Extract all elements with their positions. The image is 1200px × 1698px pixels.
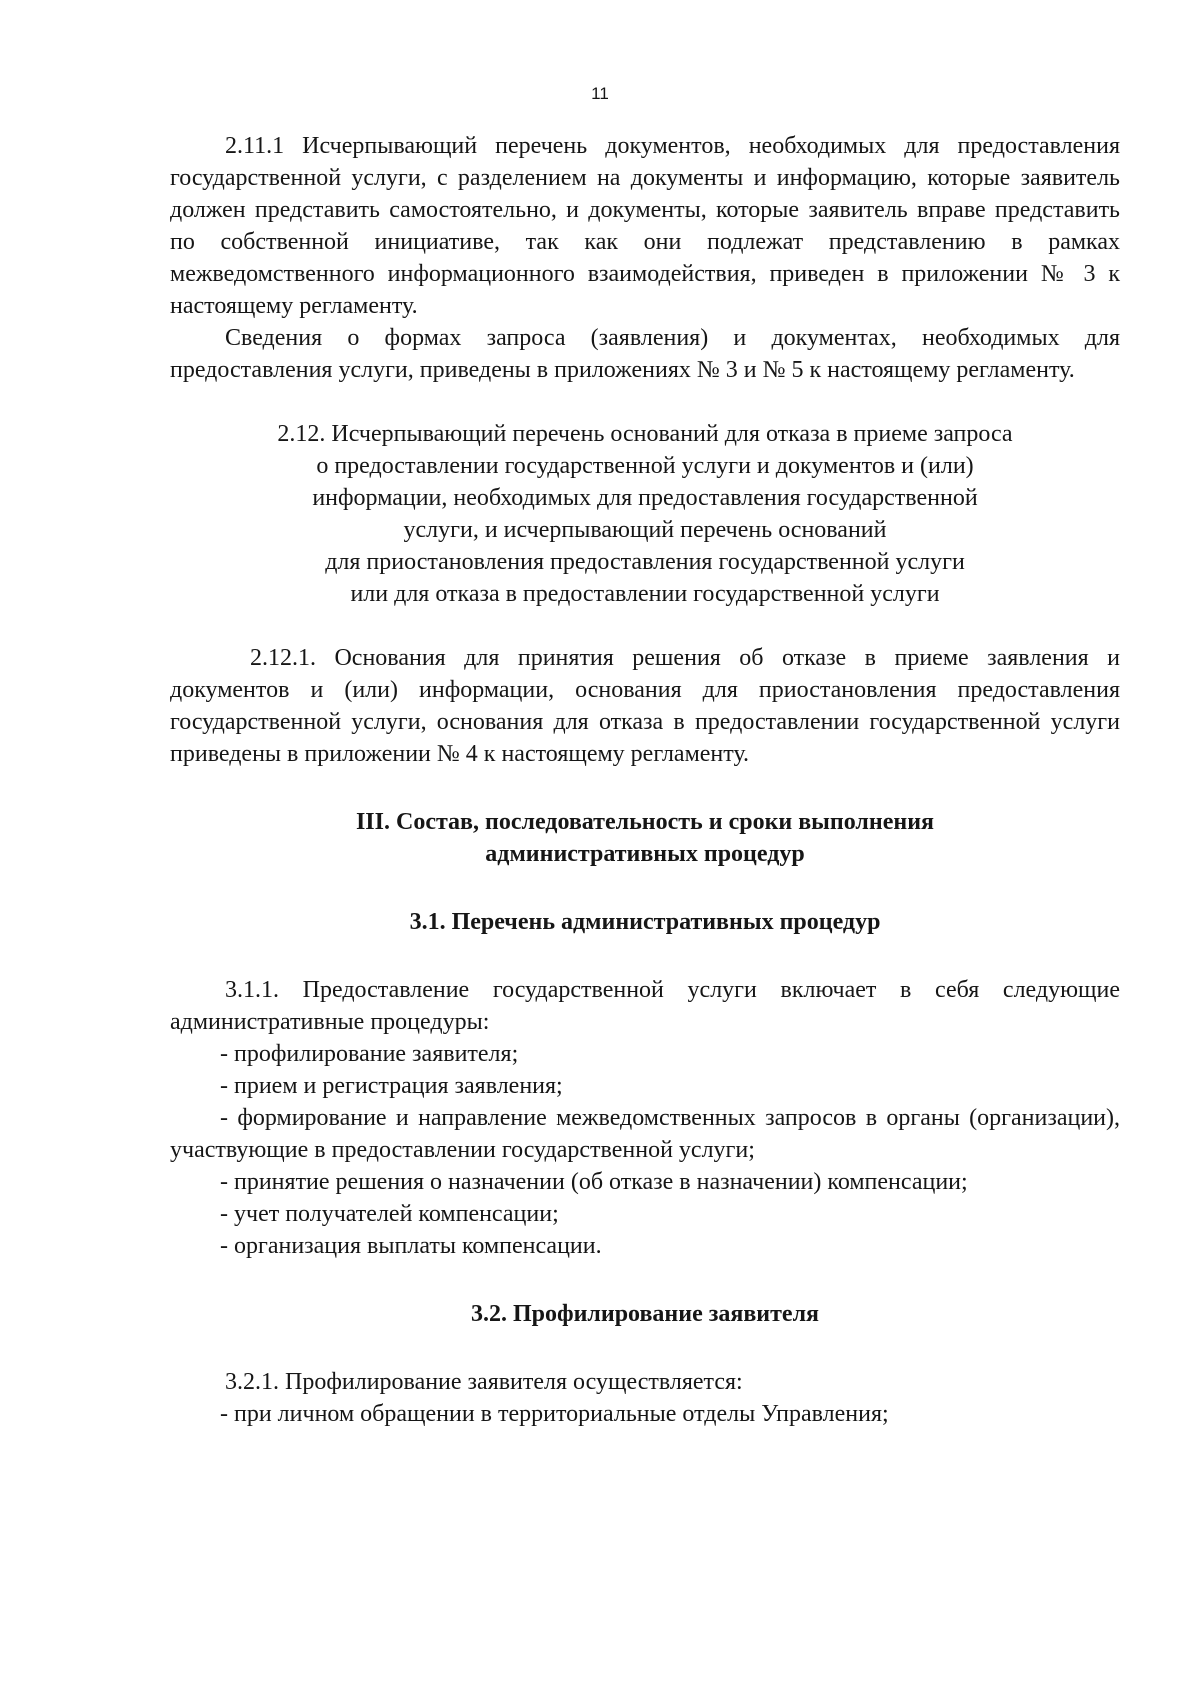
title-line: услуги, и исчерпывающий перечень оснований <box>403 517 887 543</box>
paragraph-3-2-1: 3.2.1. Профилирование заявителя осуществляется: <box>225 1369 743 1395</box>
page-number: 11 <box>591 84 609 103</box>
list-item: - прием и регистрация заявления; <box>220 1073 563 1099</box>
paragraph-3-1-1: 3.1.1. Предоставление государственной услуги включает в себя следующие административные процедуры: <box>170 977 1120 1035</box>
list-item: - организация выплаты компенсации. <box>220 1233 602 1259</box>
list-item: - профилирование заявителя; <box>220 1041 519 1067</box>
paragraph-forms-info: Сведения о формах запроса (заявления) и документах, необходимых для предоставления услуги, приведены в приложениях № 3 и № 5 к настоящему регламенту. <box>170 325 1120 383</box>
title-line: информации, необходимых для предоставления государственной <box>312 485 978 511</box>
title-line: 2.12. Исчерпывающий перечень оснований для отказа в приеме запроса <box>277 421 1013 447</box>
paragraph-2-12-1: 2.12.1. Основания для принятия решения об отказе в приеме заявления и документов и (или) информации, основания для приостановления предоставления государственной услуги, основания для отказа в предоставлении государственной услуги приведены в приложении № 4 к настоящему регламенту. <box>170 645 1120 767</box>
title-line: о предоставлении государственной услуги и документов и (или) <box>316 453 974 479</box>
list-item: - принятие решения о назначении (об отказе в назначении) компенсации; <box>220 1169 968 1195</box>
section-2-12-title <box>170 418 1120 610</box>
title-line: для приостановления предоставления государственной услуги <box>325 549 965 575</box>
list-item: - формирование и направление межведомственных запросов в органы (организации), участвующие в предоставлении государственной услуги; <box>170 1105 1120 1163</box>
procedures-list <box>170 1038 1120 1262</box>
subsection-3-1-heading: 3.1. Перечень административных процедур <box>409 909 881 935</box>
paragraph-2-11-1: 2.11.1 Исчерпывающий перечень документов, необходимых для предоставления государственной услуги, с разделением на документы и информацию, которые заявитель должен представить самостоятельно, и документы, которые заявитель вправе представить по собственной инициативе, так как они подлежат представлению в рамках межведомственного информационного взаимодействия, приведен в приложении № 3 к настоящему регламенту. <box>170 133 1120 319</box>
section-3-heading-line-1: III. Состав, последовательность и сроки выполнения <box>355 809 935 835</box>
title-line: или для отказа в предоставлении государственной услуги <box>350 581 940 607</box>
subsection-3-2-heading: 3.2. Профилирование заявителя <box>470 1301 820 1327</box>
profiling-list <box>170 1398 1120 1430</box>
list-item: - учет получателей компенсации; <box>220 1201 559 1227</box>
list-item: - при личном обращении в территориальные отделы Управления; <box>220 1401 889 1427</box>
document-body <box>170 130 1120 1430</box>
section-3-heading-line-2: административных процедур <box>485 841 805 867</box>
